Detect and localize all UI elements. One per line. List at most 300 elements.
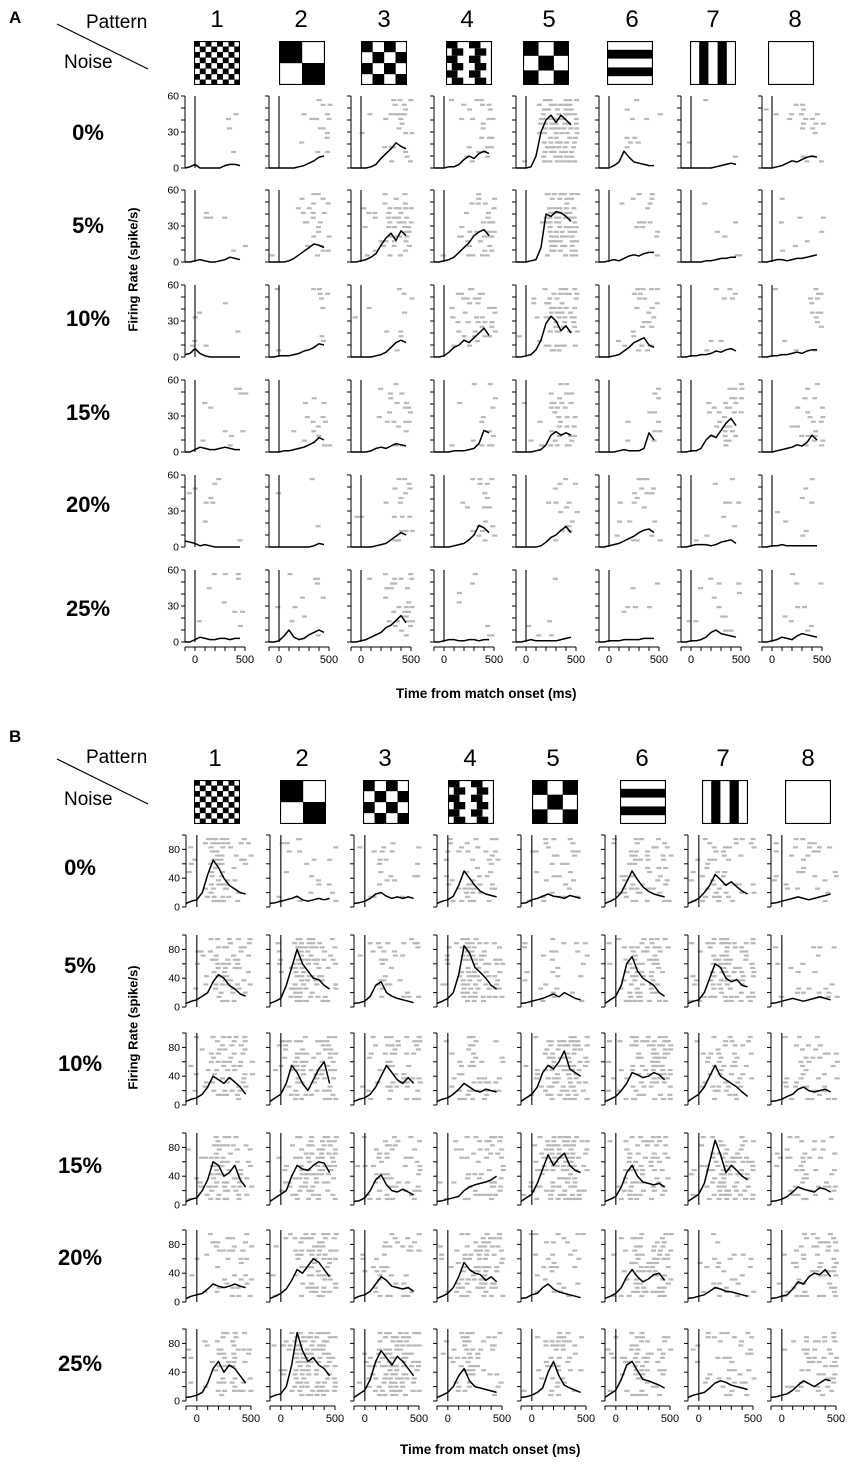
raster-tick xyxy=(287,850,292,852)
raster-tick xyxy=(632,1194,637,1196)
pattern-number: 3 xyxy=(378,745,392,772)
raster-tick xyxy=(650,198,655,200)
raster-tick xyxy=(465,1233,470,1235)
raster-tick xyxy=(733,1065,738,1067)
raster-tick xyxy=(472,946,477,948)
raster-tick xyxy=(546,302,551,304)
raster-tick xyxy=(578,975,583,977)
raster-tick xyxy=(650,492,655,494)
raster-tick xyxy=(479,137,484,139)
psth-line xyxy=(762,545,817,547)
raster-tick xyxy=(315,1165,320,1167)
raster-tick xyxy=(482,335,487,337)
raster-tick xyxy=(488,871,493,873)
raster-tick xyxy=(752,892,757,894)
raster-tick xyxy=(499,1157,504,1159)
raster-tick xyxy=(655,963,660,965)
raster-tick xyxy=(534,871,539,873)
raster-tick xyxy=(200,440,205,442)
raster-tick xyxy=(476,535,481,537)
raster-tick xyxy=(459,846,464,848)
raster-tick xyxy=(819,326,824,328)
raster-tick xyxy=(571,1140,576,1142)
raster-tick xyxy=(557,198,562,200)
raster-tick xyxy=(651,888,656,890)
raster-tick xyxy=(557,1177,562,1179)
raster-tick xyxy=(305,1369,310,1371)
raster-tick xyxy=(475,1365,480,1367)
raster-tick xyxy=(188,1382,193,1384)
raster-tick xyxy=(243,392,248,394)
raster-tick xyxy=(774,1165,779,1167)
raster-tick xyxy=(402,113,407,115)
raster-tick xyxy=(801,1161,806,1163)
raster-tick xyxy=(834,875,839,877)
raster-tick xyxy=(746,996,751,998)
raster-tick xyxy=(189,1274,194,1276)
raster-tick xyxy=(570,992,575,994)
raster-tick xyxy=(640,226,645,228)
raster-tick xyxy=(228,444,233,446)
raster-tick xyxy=(693,620,698,622)
raster-tick xyxy=(401,942,406,944)
raster-tick xyxy=(299,1386,304,1388)
raster-tick xyxy=(650,979,655,981)
raster-tick xyxy=(327,444,332,446)
raster-tick xyxy=(378,1069,383,1071)
raster-tick xyxy=(475,846,480,848)
raster-tick xyxy=(332,1237,337,1239)
raster-tick xyxy=(284,871,289,873)
raster-tick xyxy=(656,397,661,399)
raster-tick xyxy=(404,217,409,219)
raster-tick xyxy=(299,1250,304,1252)
raster-tick xyxy=(534,1198,539,1200)
psth-line xyxy=(434,230,489,262)
raster-tick xyxy=(784,883,789,885)
raster-tick xyxy=(322,444,327,446)
raster-tick xyxy=(739,383,744,385)
raster-tick xyxy=(745,1173,750,1175)
raster-tick xyxy=(465,1157,470,1159)
raster-tick xyxy=(569,193,574,195)
raster-tick xyxy=(533,1161,538,1163)
raster-tick xyxy=(487,335,492,337)
raster-tick xyxy=(304,1177,309,1179)
raster-tick xyxy=(483,539,488,541)
raster-tick xyxy=(233,113,238,115)
raster-tick xyxy=(240,611,245,613)
raster-tick xyxy=(552,104,557,106)
raster-tick xyxy=(751,942,756,944)
raster-tick xyxy=(461,1357,466,1359)
raster-tick xyxy=(724,938,729,940)
raster-tick xyxy=(739,1148,744,1150)
raster-tick xyxy=(658,113,663,115)
raster-tick xyxy=(232,1053,237,1055)
raster-tick xyxy=(533,1036,538,1038)
raster-tick xyxy=(383,1336,388,1338)
raster-tick xyxy=(438,1181,443,1183)
raster-tick xyxy=(214,1153,219,1155)
raster-tick xyxy=(395,1040,400,1042)
raster-tick xyxy=(409,1365,414,1367)
raster-tick xyxy=(572,1186,577,1188)
raster-tick xyxy=(461,996,466,998)
raster-tick xyxy=(634,1278,639,1280)
psth-line xyxy=(599,529,654,547)
raster-tick xyxy=(636,1258,641,1260)
raster-tick xyxy=(377,1274,382,1276)
raster-tick xyxy=(704,535,709,537)
raster-tick xyxy=(806,1357,811,1359)
raster-tick xyxy=(622,1270,627,1272)
raster-tick xyxy=(319,297,324,299)
raster-tick xyxy=(715,1357,720,1359)
raster-tick xyxy=(826,1098,831,1100)
raster-tick xyxy=(383,1241,388,1243)
raster-tick xyxy=(749,1336,754,1338)
raster-tick xyxy=(224,1198,229,1200)
raster-tick xyxy=(638,293,643,295)
psth-line xyxy=(269,244,324,262)
raster-tick xyxy=(751,1194,756,1196)
raster-tick xyxy=(205,896,210,898)
raster-tick xyxy=(331,1177,336,1179)
raster-tick xyxy=(565,1241,570,1243)
raster-tick xyxy=(749,842,754,844)
raster-tick xyxy=(539,1086,544,1088)
x-tick-label: 500 xyxy=(409,1413,429,1425)
raster-tick xyxy=(822,879,827,881)
raster-tick xyxy=(832,1287,837,1289)
raster-tick xyxy=(566,1044,571,1046)
raster-tick xyxy=(712,1336,717,1338)
raster-tick xyxy=(639,1340,644,1342)
raster-tick xyxy=(570,240,575,242)
subplot xyxy=(167,280,240,364)
raster-tick xyxy=(804,1353,809,1355)
raster-tick xyxy=(554,137,559,139)
raster-tick xyxy=(205,1344,210,1346)
x-tick-label: 500 xyxy=(401,654,421,666)
raster-tick xyxy=(634,1198,639,1200)
raster-tick xyxy=(815,321,820,323)
raster-tick xyxy=(415,1090,420,1092)
raster-tick xyxy=(234,1336,239,1338)
raster-tick xyxy=(809,502,814,504)
x-tick-label: 0 xyxy=(612,1413,619,1425)
raster-tick xyxy=(294,1377,299,1379)
raster-tick xyxy=(236,1194,241,1196)
raster-tick xyxy=(812,1357,817,1359)
raster-tick xyxy=(707,859,712,861)
raster-tick xyxy=(574,118,579,120)
raster-tick xyxy=(388,1086,393,1088)
raster-tick xyxy=(401,1336,406,1338)
raster-tick xyxy=(653,1270,658,1272)
raster-tick xyxy=(547,297,552,299)
raster-tick xyxy=(555,160,560,162)
raster-tick xyxy=(641,1270,646,1272)
raster-tick xyxy=(325,1190,330,1192)
raster-tick xyxy=(782,1349,787,1351)
raster-tick xyxy=(319,975,324,977)
raster-tick xyxy=(823,1365,828,1367)
raster-tick xyxy=(652,430,657,432)
raster-tick xyxy=(638,892,643,894)
raster-tick xyxy=(215,938,220,940)
psth-line xyxy=(516,527,571,547)
raster-tick xyxy=(477,478,482,480)
raster-tick xyxy=(415,863,420,865)
raster-tick xyxy=(795,1136,800,1138)
raster-tick xyxy=(816,1390,821,1392)
raster-tick xyxy=(295,1081,300,1083)
raster-tick xyxy=(478,1250,483,1252)
panel-letter: A xyxy=(9,8,22,27)
raster-tick xyxy=(577,1069,582,1071)
raster-tick xyxy=(473,1190,478,1192)
raster-tick xyxy=(456,1262,461,1264)
raster-tick xyxy=(373,1044,378,1046)
raster-tick xyxy=(801,1073,806,1075)
raster-tick xyxy=(634,850,639,852)
raster-tick xyxy=(404,1053,409,1055)
raster-tick xyxy=(309,1266,314,1268)
raster-tick xyxy=(822,1086,827,1088)
raster-tick xyxy=(395,1241,400,1243)
raster-tick xyxy=(472,1000,477,1002)
psth-line xyxy=(185,349,240,357)
raster-tick xyxy=(553,245,558,247)
raster-tick xyxy=(417,1165,422,1167)
raster-tick xyxy=(540,1000,545,1002)
raster-tick xyxy=(727,440,732,442)
psth-line xyxy=(434,640,489,642)
raster-tick xyxy=(821,123,826,125)
raster-tick xyxy=(392,578,397,580)
raster-tick xyxy=(831,1332,836,1334)
raster-tick xyxy=(390,1148,395,1150)
y-tick-label: 80 xyxy=(168,1337,180,1350)
raster-tick xyxy=(744,942,749,944)
raster-tick xyxy=(737,883,742,885)
raster-tick xyxy=(270,254,275,256)
psth-line xyxy=(434,151,489,168)
raster-tick xyxy=(636,1153,641,1155)
raster-tick xyxy=(497,959,502,961)
raster-tick xyxy=(385,1044,390,1046)
raster-tick xyxy=(701,1291,706,1293)
raster-tick xyxy=(543,1053,548,1055)
raster-tick xyxy=(319,1173,324,1175)
raster-tick xyxy=(383,573,388,575)
raster-tick xyxy=(298,1241,303,1243)
raster-tick xyxy=(796,971,801,973)
raster-tick xyxy=(312,1245,317,1247)
raster-tick xyxy=(492,888,497,890)
raster-tick xyxy=(467,1258,472,1260)
raster-tick xyxy=(411,1390,416,1392)
x-tick-label: 0 xyxy=(695,1413,702,1425)
noise-header: Noise xyxy=(64,52,113,73)
raster-tick xyxy=(315,959,320,961)
raster-tick xyxy=(224,946,229,948)
raster-tick xyxy=(400,1382,405,1384)
raster-tick xyxy=(473,983,478,985)
raster-tick xyxy=(557,316,562,318)
raster-tick xyxy=(732,1336,737,1338)
raster-tick xyxy=(651,1136,656,1138)
raster-tick xyxy=(489,1198,494,1200)
raster-tick xyxy=(636,1270,641,1272)
raster-tick xyxy=(325,1136,330,1138)
subplot xyxy=(767,935,840,1007)
raster-tick xyxy=(383,1140,388,1142)
raster-tick xyxy=(404,430,409,432)
raster-tick xyxy=(190,345,195,347)
raster-tick xyxy=(321,104,326,106)
raster-tick xyxy=(248,983,253,985)
raster-tick xyxy=(557,1065,562,1067)
raster-tick xyxy=(733,221,738,223)
raster-tick xyxy=(390,1340,395,1342)
raster-tick xyxy=(322,212,327,214)
raster-tick xyxy=(305,1349,310,1351)
raster-tick xyxy=(825,1241,830,1243)
raster-tick xyxy=(480,293,485,295)
raster-tick xyxy=(806,1369,811,1371)
raster-tick xyxy=(232,611,237,613)
raster-tick xyxy=(627,1194,632,1196)
raster-tick xyxy=(551,1140,556,1142)
raster-tick xyxy=(815,113,820,115)
raster-tick xyxy=(311,430,316,432)
subplot xyxy=(677,475,741,547)
raster-tick xyxy=(656,1136,661,1138)
raster-tick xyxy=(654,235,659,237)
raster-tick xyxy=(629,983,634,985)
subplot xyxy=(167,375,248,459)
raster-tick xyxy=(559,288,564,290)
pattern-number: 5 xyxy=(546,745,560,772)
raster-tick xyxy=(547,217,552,219)
raster-tick xyxy=(798,1165,803,1167)
raster-tick xyxy=(497,1077,502,1079)
raster-tick xyxy=(385,1173,390,1175)
raster-tick xyxy=(467,302,472,304)
raster-tick xyxy=(299,1394,304,1396)
raster-tick xyxy=(474,1040,479,1042)
raster-tick xyxy=(204,1081,209,1083)
raster-tick xyxy=(243,1241,248,1243)
raster-tick xyxy=(330,1061,335,1063)
raster-tick xyxy=(367,1365,372,1367)
raster-tick xyxy=(468,988,473,990)
raster-tick xyxy=(322,1278,327,1280)
raster-tick xyxy=(750,992,755,994)
raster-tick xyxy=(748,1266,753,1268)
raster-tick xyxy=(321,1274,326,1276)
raster-tick xyxy=(247,1349,252,1351)
raster-tick xyxy=(237,988,242,990)
raster-tick xyxy=(467,1386,472,1388)
raster-tick xyxy=(534,1077,539,1079)
raster-tick xyxy=(391,99,396,101)
raster-tick xyxy=(215,1340,220,1342)
raster-tick xyxy=(544,879,549,881)
raster-tick xyxy=(625,108,630,110)
raster-tick xyxy=(722,297,727,299)
raster-tick xyxy=(701,1136,706,1138)
raster-tick xyxy=(564,425,569,427)
raster-tick xyxy=(473,1136,478,1138)
raster-tick xyxy=(773,288,778,290)
raster-tick xyxy=(812,1148,817,1150)
raster-tick xyxy=(722,871,727,873)
raster-tick xyxy=(654,846,659,848)
raster-tick xyxy=(325,1377,330,1379)
raster-tick xyxy=(462,1344,467,1346)
raster-tick xyxy=(622,892,627,894)
raster-tick xyxy=(290,620,295,622)
raster-tick xyxy=(790,573,795,575)
raster-tick xyxy=(387,1144,392,1146)
x-axis-title: Time from match onset (ms) xyxy=(396,686,577,701)
raster-tick xyxy=(485,497,490,499)
raster-tick xyxy=(499,1177,504,1179)
raster-tick xyxy=(794,349,799,351)
raster-tick xyxy=(396,1181,401,1183)
raster-tick xyxy=(711,955,716,957)
raster-tick xyxy=(689,1173,694,1175)
raster-tick xyxy=(457,1098,462,1100)
raster-tick xyxy=(563,151,568,153)
raster-tick xyxy=(564,307,569,309)
raster-tick xyxy=(813,430,818,432)
raster-tick xyxy=(826,1053,831,1055)
subplot xyxy=(595,96,663,168)
raster-tick xyxy=(748,1036,753,1038)
raster-tick xyxy=(326,202,331,204)
raster-tick xyxy=(467,245,472,247)
raster-tick xyxy=(652,1040,657,1042)
raster-tick xyxy=(244,1283,249,1285)
x-tick-label: 500 xyxy=(235,654,255,666)
raster-tick xyxy=(243,1274,248,1276)
raster-tick xyxy=(727,407,732,409)
raster-tick xyxy=(571,1065,576,1067)
raster-tick xyxy=(487,988,492,990)
raster-tick xyxy=(327,1036,332,1038)
raster-tick xyxy=(567,888,572,890)
raster-tick xyxy=(224,1332,229,1334)
raster-tick xyxy=(328,1053,333,1055)
raster-tick xyxy=(632,1250,637,1252)
raster-tick xyxy=(833,1186,838,1188)
raster-tick xyxy=(569,402,574,404)
raster-tick xyxy=(320,1295,325,1297)
raster-tick xyxy=(832,1291,837,1293)
raster-tick xyxy=(381,846,386,848)
psth-line xyxy=(599,433,654,452)
raster-tick xyxy=(294,1369,299,1371)
raster-tick xyxy=(633,1357,638,1359)
psth-line xyxy=(599,338,654,357)
subplot xyxy=(350,1033,423,1105)
raster-tick xyxy=(553,440,558,442)
